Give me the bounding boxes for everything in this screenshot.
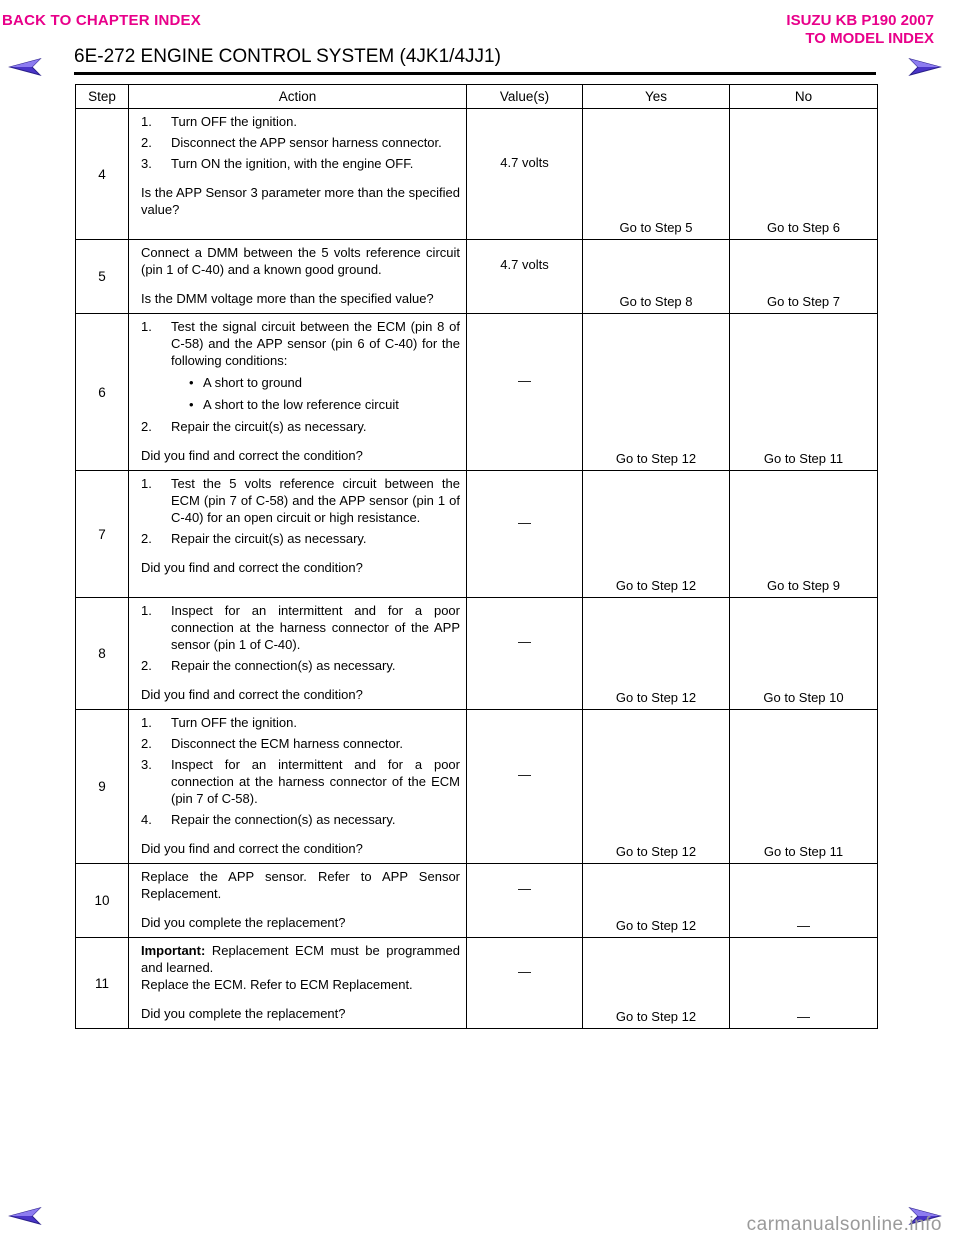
action-question: Is the DMM voltage more than the specified value? bbox=[141, 291, 434, 306]
action-text: Connect a DMM between the 5 volts reference circuit (pin 1 of C-40) and a known good ground. bbox=[141, 245, 460, 277]
action-item: 3. Turn ON the ignition, with the engine OFF. bbox=[141, 156, 414, 171]
yes-cell: Go to Step 12 bbox=[583, 314, 730, 471]
action-item: 2. Repair the connection(s) as necessary. bbox=[141, 658, 396, 673]
action-question: Did you find and correct the condition? bbox=[141, 560, 363, 575]
table-row bbox=[76, 240, 878, 314]
watermark: carmanualsonline.info bbox=[746, 1214, 942, 1235]
diagnostic-table bbox=[75, 84, 878, 1029]
table-row bbox=[76, 598, 878, 710]
action-question: Is the APP Sensor 3 parameter more than the specified value? bbox=[141, 185, 460, 217]
action-item: 1. Inspect for an intermittent and for a poor connection at the harness connector of the APP sensor (pin 1 of C-40). bbox=[141, 603, 460, 652]
table-row bbox=[76, 864, 878, 938]
action-item: 1. Turn OFF the ignition. bbox=[141, 114, 297, 129]
action-question: Did you complete the replacement? bbox=[141, 1006, 346, 1021]
action-item: 2. Disconnect the ECM harness connector. bbox=[141, 736, 403, 751]
action-question: Did you find and correct the condition? bbox=[141, 687, 363, 702]
value-cell: 4.7 volts bbox=[467, 109, 583, 240]
no-cell: Go to Step 7 bbox=[730, 240, 878, 314]
action-cell bbox=[129, 314, 467, 471]
next-page-arrow-icon[interactable] bbox=[908, 57, 942, 77]
action-question: Did you complete the replacement? bbox=[141, 915, 346, 930]
action-item: 3. Inspect for an intermittent and for a poor connection at the harness connector of the ECM (pin 7 of C-58). bbox=[141, 757, 460, 806]
action-item: 4. Repair the connection(s) as necessary. bbox=[141, 812, 396, 827]
column-header-no: No bbox=[730, 85, 878, 109]
no-cell: — bbox=[730, 938, 878, 1029]
action-item: 1. Test the signal circuit between the ECM (pin 8 of C-58) and the APP sensor (pin 6 of C-40) for the following conditions: bbox=[141, 319, 460, 368]
no-cell: — bbox=[730, 864, 878, 938]
no-cell: Go to Step 6 bbox=[730, 109, 878, 240]
table-row bbox=[76, 938, 878, 1029]
step-number: 7 bbox=[76, 471, 129, 598]
action-question: Did you find and correct the condition? bbox=[141, 448, 363, 463]
table-row bbox=[76, 710, 878, 864]
step-number: 9 bbox=[76, 710, 129, 864]
action-question: Did you find and correct the condition? bbox=[141, 841, 363, 856]
yes-cell: Go to Step 12 bbox=[583, 938, 730, 1029]
table-header-row bbox=[76, 85, 878, 109]
table-row bbox=[76, 109, 878, 240]
column-header-action: Action bbox=[129, 85, 467, 109]
action-item: 1. Test the 5 volts reference circuit between the ECM (pin 7 of C-58) and the APP sensor (pin 1 of C-40) for an open circuit or high resistance. bbox=[141, 476, 460, 525]
value-cell: — bbox=[467, 864, 583, 938]
to-model-index-link[interactable]: TO MODEL INDEX bbox=[805, 30, 934, 47]
step-number: 6 bbox=[76, 314, 129, 471]
yes-cell: Go to Step 12 bbox=[583, 864, 730, 938]
step-number: 5 bbox=[76, 240, 129, 314]
yes-cell: Go to Step 12 bbox=[583, 710, 730, 864]
value-cell: — bbox=[467, 710, 583, 864]
action-cell bbox=[129, 938, 467, 1029]
column-header-values: Value(s) bbox=[467, 85, 583, 109]
value-cell: — bbox=[467, 938, 583, 1029]
yes-cell: Go to Step 8 bbox=[583, 240, 730, 314]
no-cell: Go to Step 11 bbox=[730, 314, 878, 471]
step-number: 4 bbox=[76, 109, 129, 240]
no-cell: Go to Step 11 bbox=[730, 710, 878, 864]
action-text: Replace the APP sensor. Refer to APP Sensor Replacement. bbox=[141, 869, 460, 901]
condition-bullet: • A short to the low reference circuit bbox=[189, 397, 399, 412]
action-item: 2. Repair the circuit(s) as necessary. bbox=[141, 531, 367, 546]
action-text: Replace the ECM. Refer to ECM Replacement. bbox=[141, 977, 413, 992]
action-item: 2. Repair the circuit(s) as necessary. bbox=[141, 419, 367, 434]
table-row bbox=[76, 471, 878, 598]
condition-bullet: • A short to ground bbox=[189, 375, 303, 390]
action-item: 1. Turn OFF the ignition. bbox=[141, 715, 297, 730]
step-number: 10 bbox=[76, 864, 129, 938]
important-label: Important: bbox=[141, 943, 206, 958]
action-cell bbox=[129, 471, 467, 598]
value-cell: 4.7 volts bbox=[467, 240, 583, 314]
yes-cell: Go to Step 12 bbox=[583, 598, 730, 710]
table-row bbox=[76, 314, 878, 471]
model-links bbox=[786, 12, 934, 48]
action-cell bbox=[129, 109, 467, 240]
important-note: Important: Replacement ECM must be programmed and learned. bbox=[141, 943, 460, 975]
previous-page-arrow-icon[interactable] bbox=[8, 57, 42, 77]
value-cell: — bbox=[467, 598, 583, 710]
previous-page-arrow-icon[interactable] bbox=[8, 1206, 42, 1226]
action-item: 2. Disconnect the APP sensor harness connector. bbox=[141, 135, 442, 150]
no-cell: Go to Step 9 bbox=[730, 471, 878, 598]
value-cell: — bbox=[467, 314, 583, 471]
yes-cell: Go to Step 12 bbox=[583, 471, 730, 598]
step-number: 8 bbox=[76, 598, 129, 710]
yes-cell: Go to Step 5 bbox=[583, 109, 730, 240]
action-cell bbox=[129, 864, 467, 938]
action-cell bbox=[129, 710, 467, 864]
step-number: 11 bbox=[76, 938, 129, 1029]
no-cell: Go to Step 10 bbox=[730, 598, 878, 710]
action-cell bbox=[129, 598, 467, 710]
value-cell: — bbox=[467, 471, 583, 598]
action-cell bbox=[129, 240, 467, 314]
column-header-yes: Yes bbox=[583, 85, 730, 109]
model-name-link[interactable]: ISUZU KB P190 2007 bbox=[786, 12, 934, 29]
page-title: 6E-272 ENGINE CONTROL SYSTEM (4JK1/4JJ1) bbox=[74, 46, 501, 67]
back-to-chapter-index-link[interactable]: BACK TO CHAPTER INDEX bbox=[2, 12, 201, 29]
page-header bbox=[74, 44, 876, 75]
column-header-step: Step bbox=[76, 85, 129, 109]
